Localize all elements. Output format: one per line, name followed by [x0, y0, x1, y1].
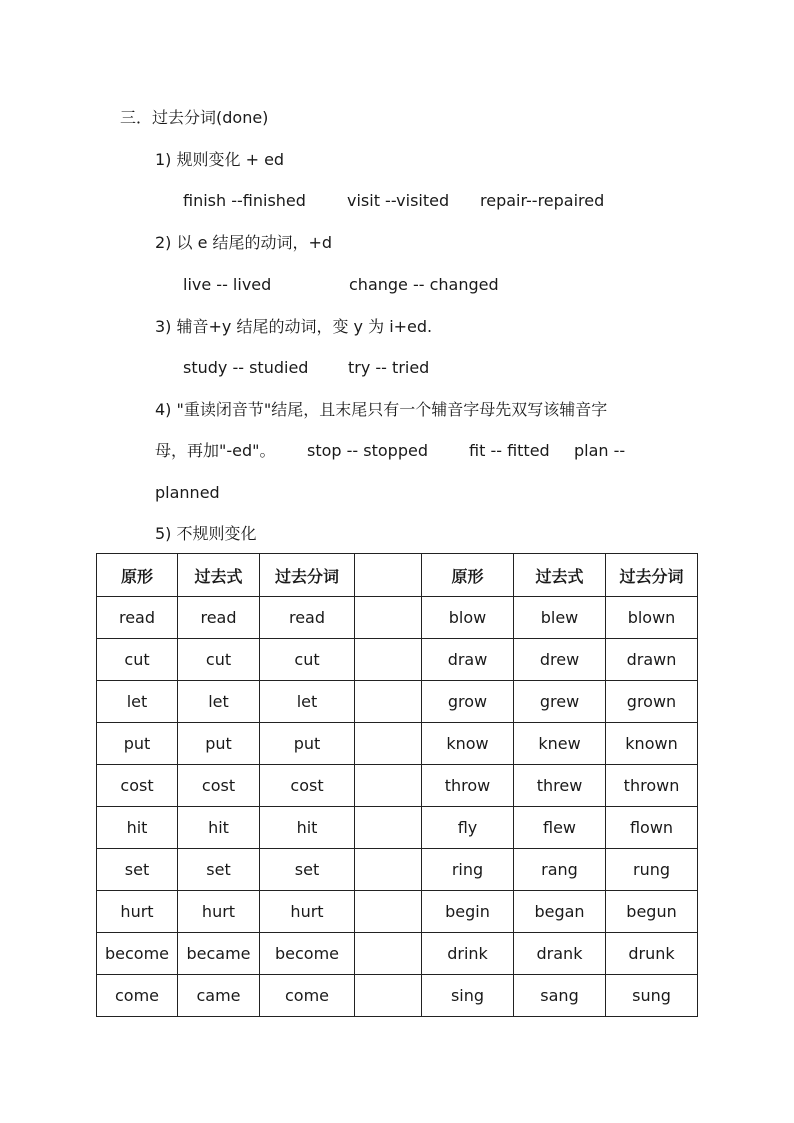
table-cell [355, 807, 422, 849]
table-cell: ring [422, 849, 514, 891]
table-cell: known [606, 723, 698, 765]
column-header: 过去式 [178, 554, 260, 597]
table-cell: fly [422, 807, 514, 849]
table-row [97, 849, 698, 891]
table-cell: hit [97, 807, 178, 849]
table-cell: sung [606, 975, 698, 1017]
table-cell [355, 723, 422, 765]
irregular-verbs-table [96, 553, 698, 1017]
table-cell: read [97, 597, 178, 639]
column-header [355, 554, 422, 597]
table-cell: drew [514, 639, 606, 681]
table-cell: let [260, 681, 355, 723]
table-cell [355, 681, 422, 723]
table-cell: let [97, 681, 178, 723]
rule-4-example-continuation: planned [155, 483, 220, 502]
table-cell [355, 891, 422, 933]
table-cell: come [260, 975, 355, 1017]
table-cell: began [514, 891, 606, 933]
table-cell: hit [260, 807, 355, 849]
table-cell: cost [178, 765, 260, 807]
rule-1-example: visit --visited [347, 191, 450, 210]
table-cell: cost [97, 765, 178, 807]
table-cell: set [260, 849, 355, 891]
table-cell [355, 597, 422, 639]
column-header: 过去分词 [606, 554, 698, 597]
table-cell: put [260, 723, 355, 765]
table-row [97, 765, 698, 807]
table-row [97, 975, 698, 1017]
column-header: 过去式 [514, 554, 606, 597]
table-row [97, 597, 698, 639]
rule-1-example: repair--repaired [480, 191, 605, 210]
table-cell: cut [260, 639, 355, 681]
table-cell: hurt [178, 891, 260, 933]
table-cell: put [178, 723, 260, 765]
rule-3-example: study -- studied [183, 358, 309, 377]
table-cell: cost [260, 765, 355, 807]
column-header: 原形 [97, 554, 178, 597]
table-cell: came [178, 975, 260, 1017]
table-cell: knew [514, 723, 606, 765]
table-cell: cut [97, 639, 178, 681]
rule-2-title: 2) 以 e 结尾的动词，+d [155, 233, 333, 252]
table-cell: know [422, 723, 514, 765]
rule-2-example: change -- changed [349, 275, 499, 294]
column-header: 原形 [422, 554, 514, 597]
table-cell: begun [606, 891, 698, 933]
table-cell: blew [514, 597, 606, 639]
table-cell: grew [514, 681, 606, 723]
rule-4-example: fit -- fitted [469, 441, 550, 460]
table-cell: became [178, 933, 260, 975]
table-cell: become [97, 933, 178, 975]
table-cell: sang [514, 975, 606, 1017]
rule-4-title: 4) "重读闭音节"结尾，且末尾只有一个辅音字母先双写该辅音字 [155, 400, 608, 419]
table-cell: rang [514, 849, 606, 891]
table-cell: drink [422, 933, 514, 975]
rule-5-title: 5) 不规则变化 [155, 524, 257, 543]
table-row [97, 891, 698, 933]
rule-4-continuation: 母，再加"-ed"。 [155, 441, 276, 460]
table-row [97, 723, 698, 765]
table-cell: sing [422, 975, 514, 1017]
table-cell: begin [422, 891, 514, 933]
table-cell: grow [422, 681, 514, 723]
rule-3-example: try -- tried [348, 358, 430, 377]
table-cell [355, 849, 422, 891]
rule-1-title: 1) 规则变化 + ed [155, 150, 285, 169]
table-cell [355, 639, 422, 681]
table-cell: draw [422, 639, 514, 681]
table-cell [355, 933, 422, 975]
column-header: 过去分词 [260, 554, 355, 597]
table-cell [355, 975, 422, 1017]
table-cell: thrown [606, 765, 698, 807]
table-cell: set [178, 849, 260, 891]
table-cell: throw [422, 765, 514, 807]
table-cell: hit [178, 807, 260, 849]
table-cell: drunk [606, 933, 698, 975]
table-cell: cut [178, 639, 260, 681]
table-cell: drawn [606, 639, 698, 681]
table-cell: come [97, 975, 178, 1017]
table-cell: hurt [97, 891, 178, 933]
table-cell: rung [606, 849, 698, 891]
section-heading: 三．过去分词(done) [120, 108, 269, 127]
table-cell: flown [606, 807, 698, 849]
table-row [97, 681, 698, 723]
table-cell: let [178, 681, 260, 723]
table-cell: blown [606, 597, 698, 639]
table-cell: hurt [260, 891, 355, 933]
table-cell [355, 765, 422, 807]
table-header-row [97, 554, 698, 597]
rule-3-title: 3) 辅音+y 结尾的动词，变 y 为 i+ed. [155, 317, 433, 336]
rule-4-example: plan -- [574, 441, 626, 460]
table-cell: drank [514, 933, 606, 975]
table-cell: set [97, 849, 178, 891]
table-cell: read [178, 597, 260, 639]
table-row [97, 639, 698, 681]
table-cell: flew [514, 807, 606, 849]
table-cell: blow [422, 597, 514, 639]
table-cell: threw [514, 765, 606, 807]
rule-1-example: finish --finished [183, 191, 306, 210]
table-row [97, 933, 698, 975]
table-row [97, 807, 698, 849]
table-cell: put [97, 723, 178, 765]
rule-4-example: stop -- stopped [307, 441, 428, 460]
rule-2-example: live -- lived [183, 275, 272, 294]
table-cell: become [260, 933, 355, 975]
table-cell: read [260, 597, 355, 639]
table-cell: grown [606, 681, 698, 723]
